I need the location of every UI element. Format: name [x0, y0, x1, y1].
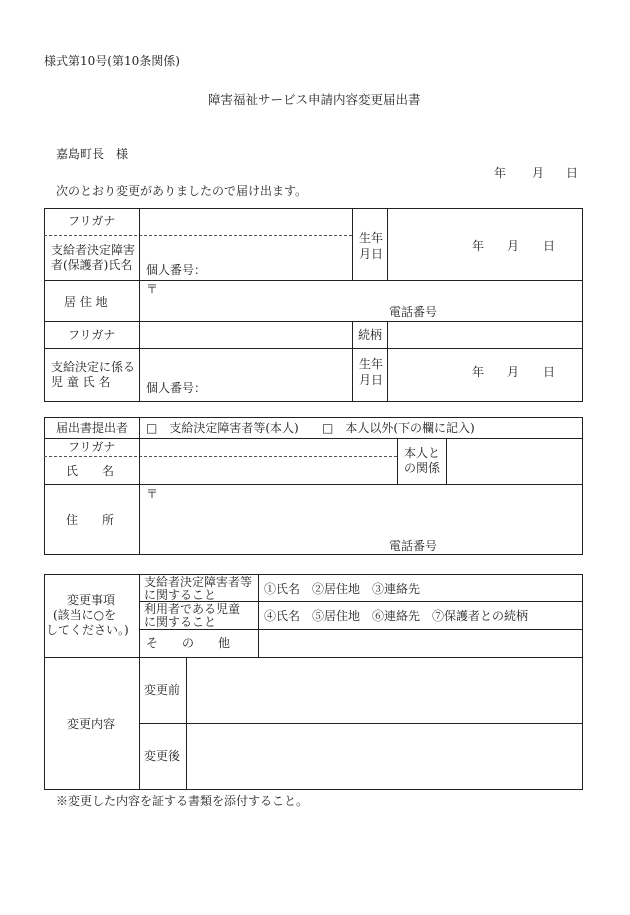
- birth-day-label: 日: [543, 239, 556, 253]
- row3-label: そ の 他: [146, 636, 231, 650]
- date-day-label: 日: [566, 166, 579, 180]
- date-year-label: 年: [494, 166, 507, 180]
- change-items-label-line3: してください。): [46, 623, 129, 637]
- relation-label: 続柄: [358, 328, 383, 342]
- submitter-address-label: 住 所: [66, 513, 115, 527]
- birth2-year-label: 年: [472, 365, 485, 379]
- footer-note: ※変更した内容を証する書類を添付すること。: [56, 794, 309, 808]
- row2-label-line2: に関すること: [144, 615, 217, 629]
- birth2-label-line1: 生年: [359, 357, 384, 371]
- row1-label-line2: に関すること: [144, 588, 217, 602]
- furigana-label: フリガナ: [68, 214, 116, 228]
- document-title: 障害福祉サービス申請内容変更届出書: [208, 92, 421, 107]
- after-label: 変更後: [144, 749, 181, 763]
- submitter-furigana-label: フリガナ: [68, 440, 116, 454]
- submitter-relation-line1: 本人と: [404, 446, 441, 460]
- birth-year-label: 年: [472, 239, 485, 253]
- address-label: 居 住 地: [64, 295, 108, 309]
- individual-number-label: 個人番号：: [146, 263, 207, 277]
- change-items-label-line2: (該当に○を: [53, 608, 117, 622]
- individual-number-label-2: 個人番号：: [146, 381, 207, 395]
- birth-label-line1: 生年: [359, 231, 384, 245]
- recipient-name-label-line1: 支給者決定障害: [51, 243, 136, 257]
- postal-mark: 〒: [146, 282, 159, 296]
- row2-options[interactable]: ④氏名 ⑤居住地 ⑥連絡先 ⑦保護者との続柄: [264, 609, 529, 623]
- submitter-postal-mark: 〒: [146, 487, 159, 501]
- date-month-label: 月: [532, 166, 545, 180]
- change-content-label: 変更内容: [67, 717, 116, 731]
- form-number: 様式第10号(第10条関係): [44, 54, 180, 68]
- child-name-label-line2: 児 童 氏 名: [51, 375, 111, 389]
- submitter-relation-line2: の関係: [404, 461, 441, 475]
- submitter-phone-label: 電話番号: [389, 539, 438, 553]
- phone-label: 電話番号: [389, 305, 438, 319]
- submitter-name-label: 氏 名: [66, 464, 115, 478]
- birth-label-line2: 月日: [359, 247, 384, 261]
- before-label: 変更前: [144, 683, 181, 697]
- row1-label-line1: 支給者決定障害者等: [144, 575, 253, 589]
- birth2-day-label: 日: [543, 365, 556, 379]
- row1-options[interactable]: ①氏名 ②居住地 ③連絡先: [264, 582, 421, 596]
- submitter-label: 届出書提出者: [56, 421, 129, 435]
- option-other-checkbox[interactable]: □ 本人以外(下の欄に記入): [322, 421, 475, 435]
- option-self-checkbox[interactable]: □ 支給決定障害者等(本人): [146, 421, 299, 435]
- furigana-label-2: フリガナ: [68, 328, 116, 342]
- change-items-label-line1: 変更事項: [67, 593, 116, 607]
- addressee: 嘉島町長 様: [56, 147, 129, 161]
- row2-label-line1: 利用者である児童: [144, 602, 241, 616]
- recipient-name-label-line2: 者(保護者)氏名: [51, 258, 133, 272]
- birth2-month-label: 月: [507, 365, 520, 379]
- intro-text: 次のとおり変更がありましたので届け出ます。: [56, 184, 308, 198]
- child-name-label-line1: 支給決定に係る: [51, 360, 136, 374]
- birth-month-label: 月: [507, 239, 520, 253]
- birth2-label-line2: 月日: [359, 373, 384, 387]
